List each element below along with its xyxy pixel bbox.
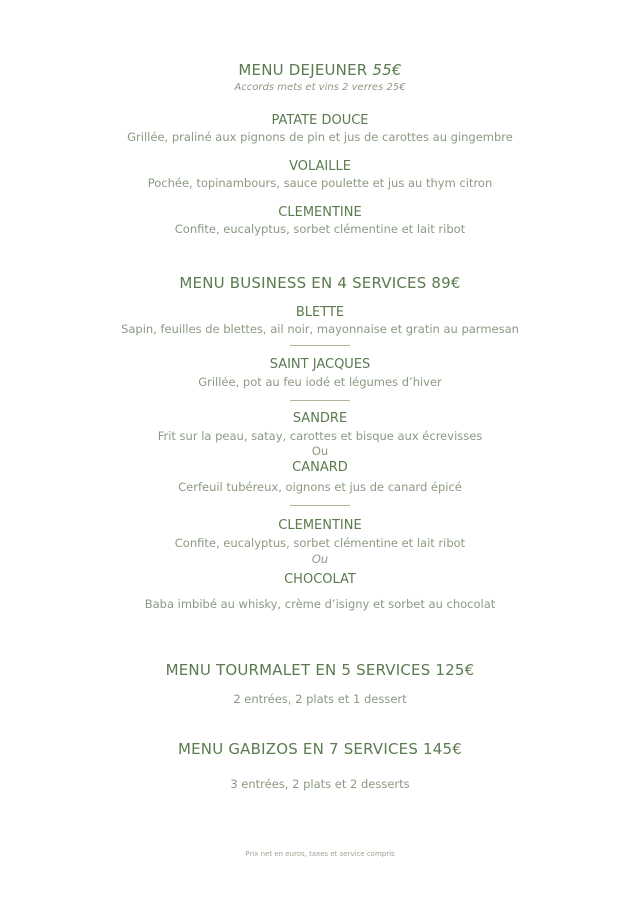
dish-description: Confite, eucalyptus, sorbet clémentine et lait ribot — [174, 536, 466, 550]
divider — [290, 505, 350, 506]
menu-dejeuner-subtitle: Accords mets et vins 2 verres 25€ — [234, 82, 406, 93]
dish-name: CLEMENTINE — [278, 205, 362, 220]
or-label: Ou — [311, 444, 329, 458]
menu-gabizos-title: MENU GABIZOS EN 7 SERVICES 145€ — [177, 740, 463, 758]
divider — [290, 400, 350, 401]
dish-name: CHOCOLAT — [284, 572, 356, 587]
menu-business-title: MENU BUSINESS EN 4 SERVICES 89€ — [179, 274, 461, 292]
dish-name: SAINT JACQUES — [269, 357, 371, 372]
dish-name: SANDRE — [292, 411, 348, 426]
footer-note: Prix net en euros, taxes et service compris — [245, 850, 395, 858]
dish-description: Sapin, feuilles de blettes, ail noir, mayonnaise et gratin au parmesan — [121, 322, 519, 336]
dish-description: Confite, eucalyptus, sorbet clémentine et lait ribot — [174, 222, 466, 236]
dish-description: Grillée, praliné aux pignons de pin et jus de carottes au gingembre — [127, 130, 513, 144]
dish-description: Baba imbibé au whisky, crème d’isigny et sorbet au chocolat — [144, 597, 496, 611]
menu-dejeuner-title — [0, 61, 640, 79]
dish-name: CANARD — [292, 460, 348, 475]
menu-dejeuner-title-text: MENU DEJEUNER — [238, 61, 373, 79]
menu-tourmalet-title: MENU TOURMALET EN 5 SERVICES 125€ — [165, 661, 475, 679]
dish-name: CLEMENTINE — [278, 518, 362, 533]
dish-description: Cerfeuil tubéreux, oignons et jus de canard épicé — [178, 480, 462, 494]
dish-description: Grillée, pot au feu iodé et légumes d’hiver — [198, 375, 442, 389]
divider — [290, 345, 350, 346]
dish-name: VOLAILLE — [289, 159, 351, 174]
dish-name: BLETTE — [295, 305, 345, 320]
menu-dejeuner-price: 55€ — [372, 61, 402, 79]
dish-description: Frit sur la peau, satay, carottes et bisque aux écrevisses — [157, 429, 483, 443]
menu-tourmalet-description: 2 entrées, 2 plats et 1 dessert — [233, 692, 407, 706]
menu-gabizos-description: 3 entrées, 2 plats et 2 desserts — [230, 777, 410, 791]
dish-description: Pochée, topinambours, sauce poulette et jus au thym citron — [147, 176, 493, 190]
dish-name: PATATE DOUCE — [271, 113, 369, 128]
or-label: Ou — [311, 552, 329, 566]
